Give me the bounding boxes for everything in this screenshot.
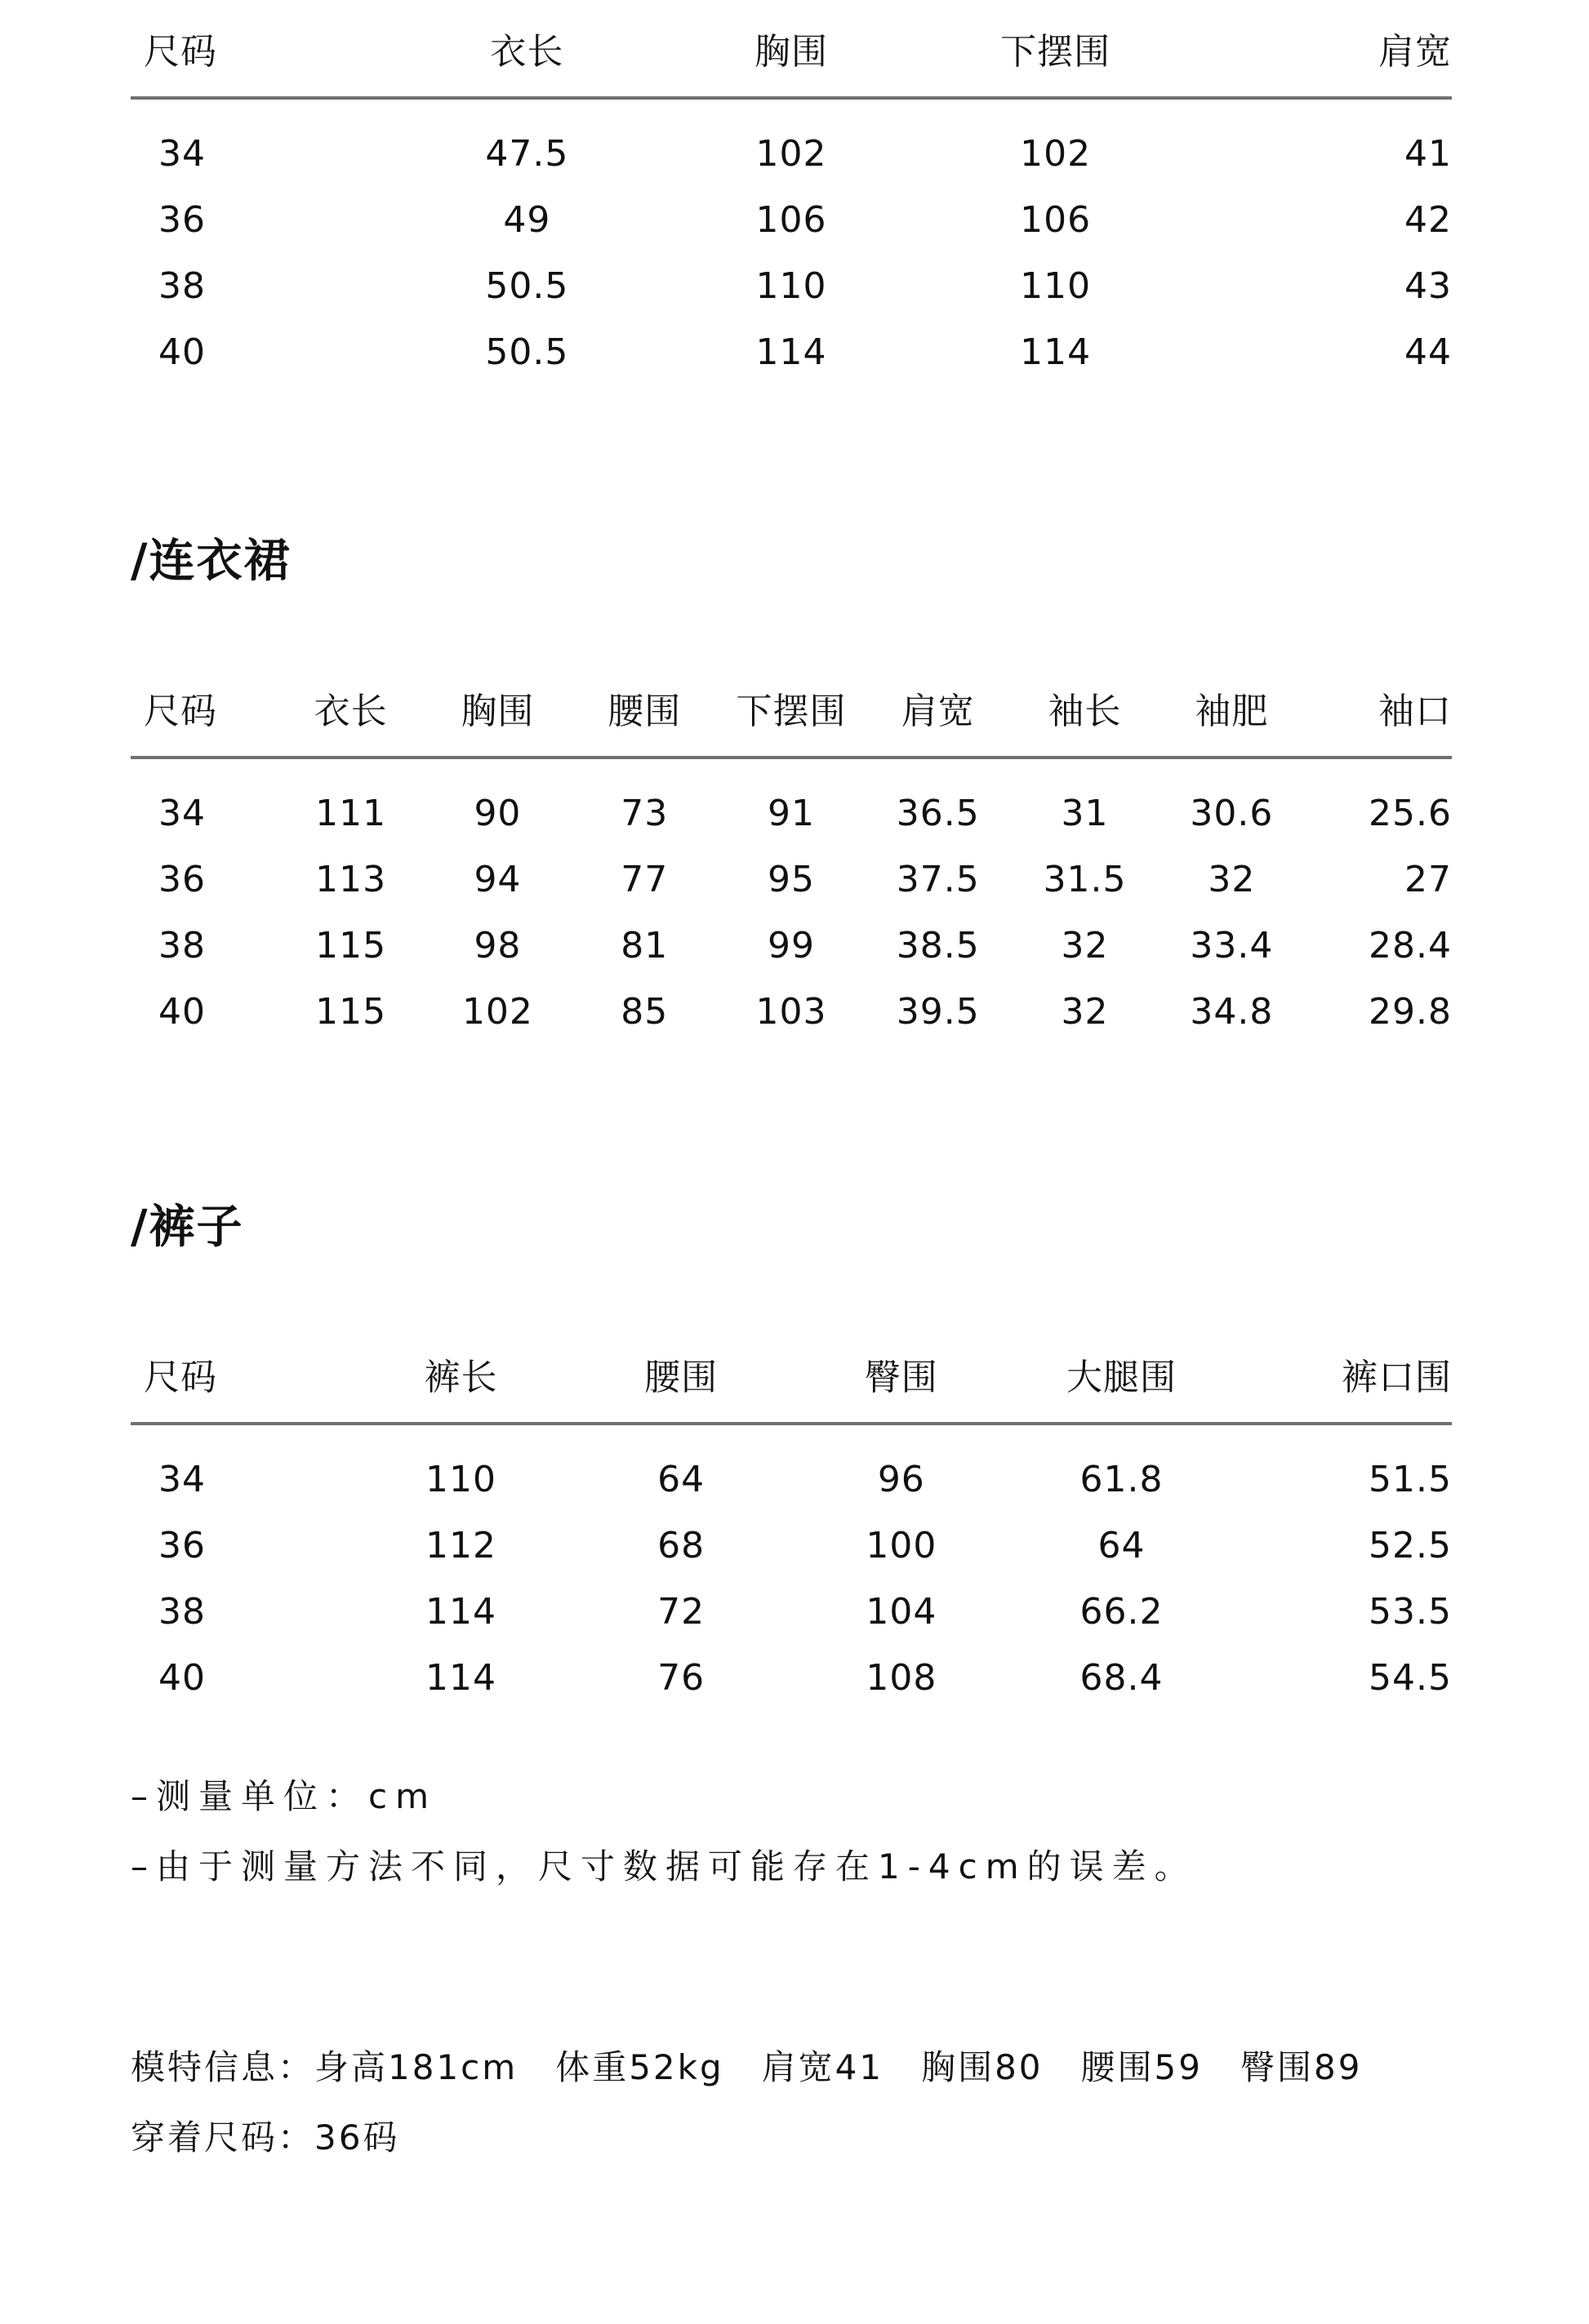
table-cell: 38 (158, 1591, 206, 1633)
header-cell: 尺码 (144, 1357, 217, 1398)
table-cell: 81 (621, 925, 669, 966)
table-cell: 110 (1020, 265, 1092, 307)
table-row (131, 913, 1452, 979)
header-cell: 衣长 (314, 691, 388, 732)
table-cell: 32 (1061, 925, 1109, 966)
table-cell: 33.4 (1190, 925, 1274, 966)
table-cell: 102 (755, 133, 827, 175)
table-cell: 103 (755, 991, 827, 1033)
model-height: 身高181cm (314, 2047, 519, 2087)
header-cell: 大腿围 (1066, 1357, 1177, 1398)
table-cell: 110 (425, 1459, 496, 1500)
header-cell: 腰围 (608, 691, 682, 732)
table-row (131, 1579, 1452, 1645)
table-cell: 52.5 (1369, 1525, 1452, 1566)
table-cell: 98 (474, 925, 522, 966)
table-cell: 28.4 (1369, 925, 1452, 966)
pants-table-header (131, 1326, 1452, 1425)
header-cell: 裤口围 (1341, 1357, 1452, 1398)
table-cell: 25.6 (1369, 793, 1452, 834)
wearing-size-label: 穿着尺码： (131, 2117, 315, 2157)
table-cell: 76 (657, 1657, 705, 1699)
table-cell: 36 (158, 1525, 206, 1566)
dress-size-table (131, 660, 1452, 1045)
table-cell: 40 (158, 1657, 206, 1699)
table-cell: 38 (158, 925, 206, 966)
table-cell: 90 (474, 793, 522, 834)
model-weight: 体重52kg (555, 2047, 724, 2087)
table-row (131, 1645, 1452, 1711)
table-cell: 32 (1061, 991, 1109, 1033)
table-cell: 61.8 (1079, 1459, 1164, 1500)
header-cell: 胸围 (754, 31, 828, 73)
pants-size-table (131, 1326, 1452, 1711)
header-cell: 肩宽 (1378, 31, 1452, 73)
model-info-label: 模特信息： (131, 2047, 315, 2087)
table-row (131, 253, 1452, 319)
table-cell: 54.5 (1369, 1657, 1452, 1699)
table-cell: 113 (315, 859, 387, 900)
table-cell: 34.8 (1190, 991, 1274, 1033)
table-cell: 40 (158, 331, 206, 373)
table-cell: 106 (1020, 199, 1092, 241)
table-cell: 64 (657, 1459, 705, 1500)
table-cell: 38 (158, 265, 206, 307)
table-cell: 39.5 (896, 991, 980, 1033)
table-cell: 30.6 (1190, 793, 1274, 834)
table-cell: 115 (315, 925, 387, 966)
model-bust: 胸围80 (921, 2047, 1044, 2087)
table-cell: 114 (425, 1591, 496, 1633)
header-cell: 胸围 (461, 691, 535, 732)
table-cell: 95 (767, 859, 815, 900)
table-cell: 111 (315, 793, 387, 834)
measurement-error-note: –由于测量方法不同，尺寸数据可能存在1-4cm的误差。 (131, 1846, 1197, 1886)
header-cell: 下摆围 (736, 691, 847, 732)
table-row (131, 979, 1452, 1045)
pants-table-body (131, 1425, 1452, 1711)
header-cell: 下摆围 (1000, 31, 1111, 73)
table-cell: 114 (755, 331, 827, 373)
table-cell: 29.8 (1369, 991, 1452, 1033)
table-cell: 50.5 (485, 265, 569, 307)
table-cell: 37.5 (896, 859, 980, 900)
table-cell: 110 (755, 265, 827, 307)
table-cell: 44 (1404, 331, 1452, 373)
table-cell: 99 (767, 925, 815, 966)
wearing-size-value: 36码 (314, 2117, 400, 2157)
table-row (131, 319, 1452, 385)
table-row (131, 187, 1452, 253)
table-cell: 91 (767, 793, 815, 834)
table-cell: 100 (866, 1525, 937, 1566)
table-row (131, 121, 1452, 187)
measurement-unit-note: –测量单位：cm (131, 1776, 438, 1816)
table-cell: 94 (474, 859, 522, 900)
table-cell: 114 (1020, 331, 1092, 373)
dress-section-title: /连衣裙 (131, 535, 292, 588)
model-shoulder: 肩宽41 (761, 2047, 884, 2087)
table-cell: 31 (1061, 793, 1109, 834)
top-table-header (131, 0, 1452, 100)
dress-table-body (131, 759, 1452, 1045)
table-row (131, 780, 1452, 847)
header-cell: 臀围 (864, 1357, 938, 1398)
table-cell: 36 (158, 859, 206, 900)
table-cell: 115 (315, 991, 387, 1033)
table-cell: 66.2 (1079, 1591, 1164, 1633)
table-cell: 34 (158, 133, 206, 175)
table-cell: 106 (755, 199, 827, 241)
table-cell: 36 (158, 199, 206, 241)
table-cell: 53.5 (1369, 1591, 1452, 1633)
table-cell: 68 (657, 1525, 705, 1566)
dress-table-header (131, 660, 1452, 759)
table-cell: 41 (1404, 133, 1452, 175)
table-cell: 102 (461, 991, 533, 1033)
header-cell: 袖肥 (1195, 691, 1269, 732)
header-cell: 尺码 (144, 31, 217, 73)
table-cell: 31.5 (1043, 859, 1127, 900)
table-cell: 104 (866, 1591, 937, 1633)
model-wearing-size (131, 2117, 400, 2157)
table-cell: 85 (621, 991, 669, 1033)
table-cell: 112 (425, 1525, 496, 1566)
model-hips: 臀围89 (1240, 2047, 1363, 2087)
header-cell: 尺码 (144, 691, 217, 732)
table-row (131, 847, 1452, 913)
table-cell: 49 (503, 199, 551, 241)
model-info (131, 2047, 1400, 2087)
table-cell: 32 (1208, 859, 1256, 900)
table-cell: 40 (158, 991, 206, 1033)
header-cell: 腰围 (644, 1357, 719, 1398)
table-cell: 108 (866, 1657, 937, 1699)
model-waist: 腰围59 (1080, 2047, 1203, 2087)
table-cell: 51.5 (1369, 1459, 1452, 1500)
table-cell: 73 (621, 793, 669, 834)
table-cell: 38.5 (896, 925, 980, 966)
header-cell: 肩宽 (901, 691, 975, 732)
table-cell: 27 (1404, 859, 1452, 900)
top-size-table (131, 0, 1452, 385)
table-row (131, 1513, 1452, 1579)
top-table-body (131, 100, 1452, 385)
table-cell: 43 (1404, 265, 1452, 307)
header-cell: 袖长 (1048, 691, 1122, 732)
table-cell: 96 (877, 1459, 925, 1500)
table-cell: 36.5 (896, 793, 980, 834)
table-cell: 47.5 (485, 133, 569, 175)
table-cell: 34 (158, 1459, 206, 1500)
pants-section-title: /裤子 (131, 1201, 244, 1254)
header-cell: 衣长 (490, 31, 564, 73)
table-cell: 50.5 (485, 331, 569, 373)
header-cell: 袖口 (1378, 691, 1452, 732)
table-cell: 102 (1020, 133, 1092, 175)
table-cell: 114 (425, 1657, 496, 1699)
table-cell: 77 (621, 859, 669, 900)
table-cell: 72 (657, 1591, 705, 1633)
table-cell: 34 (158, 793, 206, 834)
table-cell: 68.4 (1079, 1657, 1164, 1699)
header-cell: 裤长 (424, 1357, 498, 1398)
table-row (131, 1446, 1452, 1513)
table-cell: 64 (1097, 1525, 1146, 1566)
table-cell: 42 (1404, 199, 1452, 241)
